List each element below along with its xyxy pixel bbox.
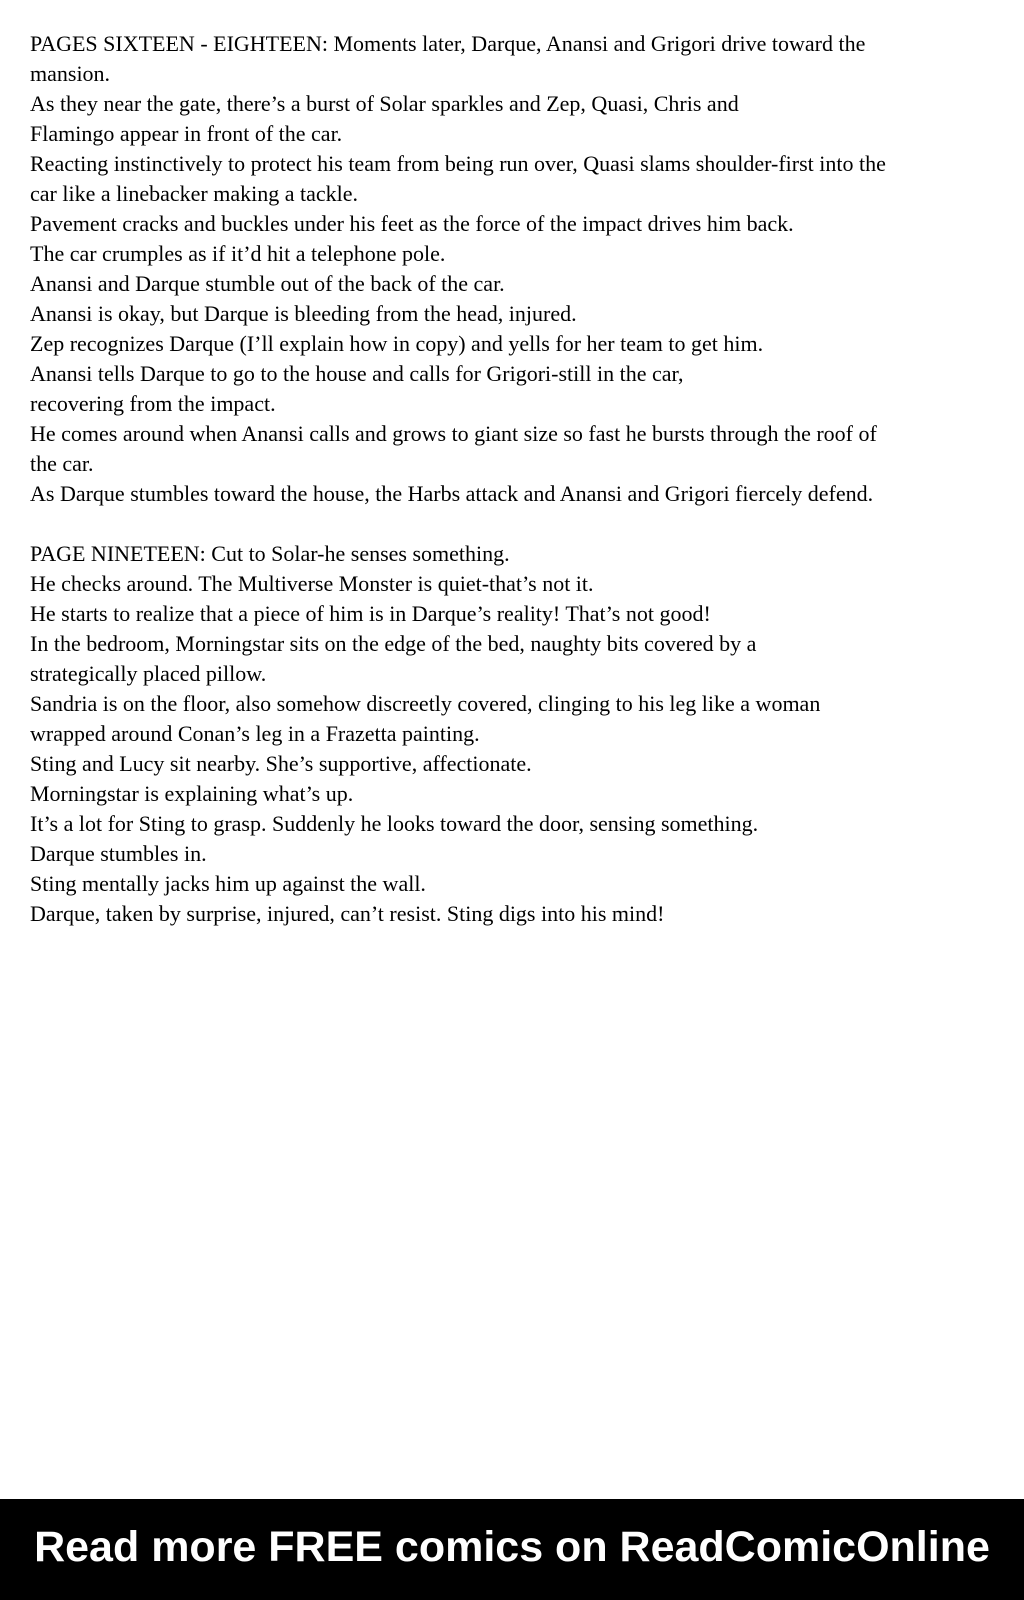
text-line: Darque, taken by surprise, injured, can’t resist. Sting digs into his mind! xyxy=(30,901,665,926)
text-line: Sandria is on the floor, also somehow discreetly covered, clinging to his leg like a woman xyxy=(30,691,821,716)
text-line: As they near the gate, there’s a burst of Solar sparkles and Zep, Quasi, Chris and xyxy=(30,91,739,116)
script-document xyxy=(30,29,1020,929)
text-line: In the bedroom, Morningstar sits on the edge of the bed, naughty bits covered by a xyxy=(30,631,757,656)
text-line: PAGES SIXTEEN - EIGHTEEN: Moments later, Darque, Anansi and Grigori drive toward the xyxy=(30,31,866,56)
text-line: It’s a lot for Sting to grasp. Suddenly he looks toward the door, sensing something. xyxy=(30,811,759,836)
text-line: Anansi tells Darque to go to the house and calls for Grigori-still in the car, xyxy=(30,361,684,386)
text-line: He checks around. The Multiverse Monster is quiet-that’s not it. xyxy=(30,571,594,596)
text-line: Anansi is okay, but Darque is bleeding from the head, injured. xyxy=(30,301,577,326)
section-pages-sixteen-eighteen xyxy=(30,29,1020,509)
text-line: Sting and Lucy sit nearby. She’s supportive, affectionate. xyxy=(30,751,532,776)
text-line: mansion. xyxy=(30,61,111,86)
text-line: wrapped around Conan’s leg in a Frazetta painting. xyxy=(30,721,480,746)
promo-footer-text: Read more FREE comics on ReadComicOnline xyxy=(34,1523,990,1571)
text-line: Sting mentally jacks him up against the wall. xyxy=(30,871,426,896)
text-line: Pavement cracks and buckles under his feet as the force of the impact drives him back. xyxy=(30,211,794,236)
section-page-nineteen xyxy=(30,539,1020,929)
text-line: Darque stumbles in. xyxy=(30,841,207,866)
text-line: the car. xyxy=(30,451,94,476)
text-line: The car crumples as if it’d hit a telephone pole. xyxy=(30,241,446,266)
text-line: Anansi and Darque stumble out of the back of the car. xyxy=(30,271,505,296)
text-line: car like a linebacker making a tackle. xyxy=(30,181,358,206)
text-line: PAGE NINETEEN: Cut to Solar-he senses something. xyxy=(30,541,510,566)
text-line: He starts to realize that a piece of him is in Darque’s reality! That’s not good! xyxy=(30,601,711,626)
text-line: He comes around when Anansi calls and grows to giant size so fast he bursts through the roof of xyxy=(30,421,877,446)
promo-footer-banner xyxy=(0,1499,1024,1600)
text-line: Reacting instinctively to protect his team from being run over, Quasi slams shoulder-first into the xyxy=(30,151,886,176)
text-line: recovering from the impact. xyxy=(30,391,276,416)
text-line: As Darque stumbles toward the house, the Harbs attack and Anansi and Grigori fiercely defend. xyxy=(30,481,874,506)
text-line: Zep recognizes Darque (I’ll explain how in copy) and yells for her team to get him. xyxy=(30,331,764,356)
text-line: Morningstar is explaining what’s up. xyxy=(30,781,354,806)
paragraph-gap xyxy=(30,509,1020,539)
text-line: strategically placed pillow. xyxy=(30,661,267,686)
text-line: Flamingo appear in front of the car. xyxy=(30,121,343,146)
